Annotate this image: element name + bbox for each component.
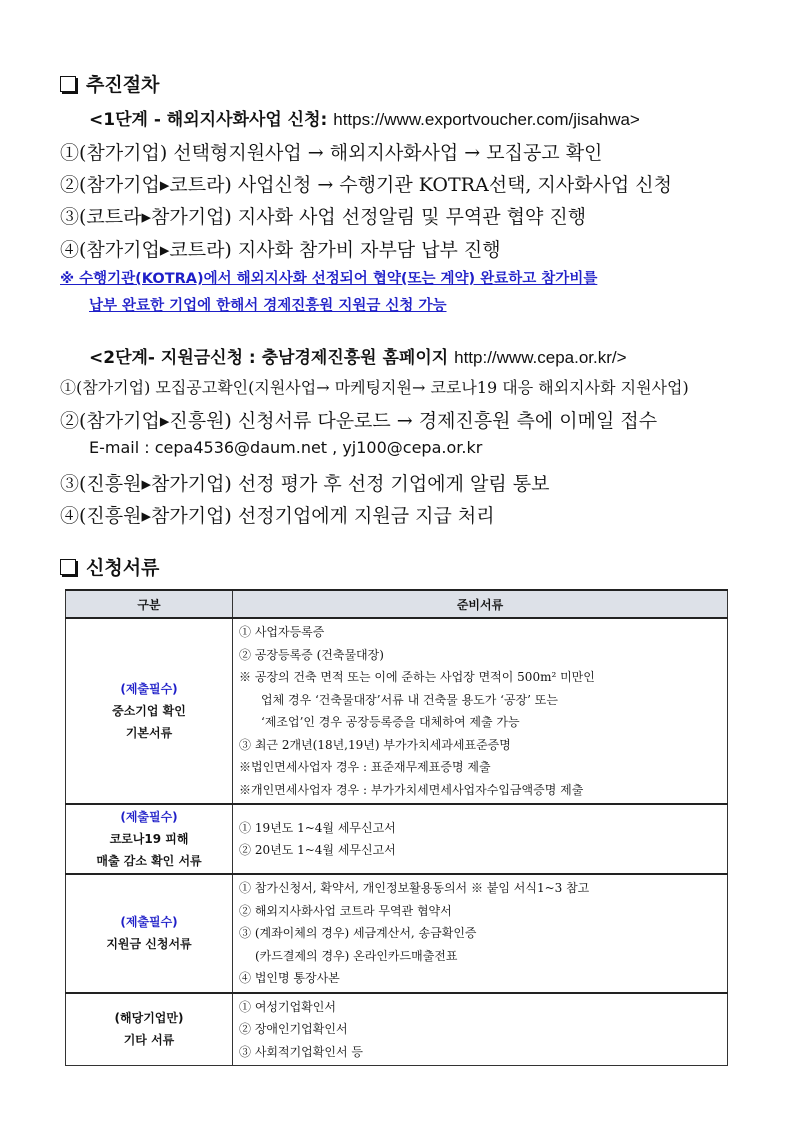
step2-item-2: ②(참가기업▸진흥원) 신청서류 다운로드 → 경제진흥원 측에 이메일 접수 — [60, 410, 658, 432]
step1-item-2: ②(참가기업▸코트라) 사업신청 → 수행기관 KOTRA선택, 지사화사업 신청 — [60, 174, 673, 196]
table-row — [66, 804, 728, 874]
row-category: (제출필수) 중소기업 확인 기본서류 — [66, 618, 233, 804]
row-items: ① 여성기업확인서 ② 장애인기업확인서 ③ 사회적기업확인서 등 — [233, 993, 728, 1066]
row-category: (제출필수) 코로나19 피해 매출 감소 확인 서류 — [66, 804, 233, 874]
step1-note-line1: ※ 수행기관(KOTRA)에서 해외지사화 선정되어 협약(또는 계약) 완료하고 참가비를 — [60, 271, 598, 287]
email-line[interactable]: E-mail : cepa4536@daum.net , yj100@cepa.or.kr — [89, 438, 483, 457]
step2-item-3: ③(진흥원▸참가기업) 선정 평가 후 선정 기업에게 알림 통보 — [60, 473, 550, 495]
step1-item-4: ④(참가기업▸코트라) 지사화 참가비 자부담 납부 진행 — [60, 239, 501, 261]
documents-table — [65, 589, 728, 1066]
step1-item-1: ①(참가기업) 선택형지원사업 → 해외지사화사업 → 모집공고 확인 — [60, 142, 603, 164]
table-row — [66, 618, 728, 804]
step2-heading: <2단계- 지원금신청 : 충남경제진흥원 홈페이지 http://www.cepa.or.kr/> — [89, 348, 627, 368]
checkbox-icon — [60, 559, 76, 575]
table-header-row — [66, 590, 728, 618]
checkbox-icon — [60, 76, 76, 92]
step1-note-line2: 납부 완료한 기업에 한해서 경제진흥원 지원금 신청 가능 — [89, 298, 447, 314]
table-row — [66, 874, 728, 993]
row-category: (제출필수) 지원금 신청서류 — [66, 874, 233, 993]
table-row — [66, 993, 728, 1066]
step2-item-4: ④(진흥원▸참가기업) 선정기업에게 지원금 지급 처리 — [60, 505, 495, 527]
header-category: 구분 — [66, 590, 233, 618]
step2-item-1: ①(참가기업) 모집공고확인(지원사업→ 마케팅지원→ 코로나19 대응 해외지사화 지원사업) — [60, 378, 689, 397]
step1-heading: <1단계 - 해외지사화사업 신청: https://www.exportvoucher.com/jisahwa> — [89, 110, 640, 130]
row-items: ① 사업자등록증 ② 공장등록증 (건축물대장) ※ 공장의 건축 면적 또는 이에 준하는 사업장 면적이 500m² 미만인 업체 경우 ‘건축물대장’서류 내 건축물 용도가 ‘공장’ 또는 ‘제조업’인 경우 공장등록증을 대체하여 제출 가능 ③ 최근 2개년(18년,19년) 부가가치세과세표준증명 ※법인면세사업자 경우 : 표준재무제표증명 제출 ※개인면세사업자 경우 : 부가가치세면세사업자수입금액증명 제출 — [233, 618, 728, 804]
header-documents: 준비서류 — [233, 590, 728, 618]
step1-url[interactable]: https://www.exportvoucher.com/jisahwa> — [333, 110, 640, 129]
step2-url[interactable]: http://www.cepa.or.kr/> — [454, 348, 627, 367]
row-items: ① 참가신청서, 확약서, 개인정보활용동의서 ※ 붙임 서식1~3 참고 ② 해외지사화사업 코트라 무역관 협약서 ③ (계좌이체의 경우) 세금계산서, 송금확인증 (카드결제의 경우) 온라인카드매출전표 ④ 법인명 통장사본 — [233, 874, 728, 993]
section-title-documents: 신청서류 — [60, 553, 159, 580]
row-items: ① 19년도 1~4월 세무신고서 ② 20년도 1~4월 세무신고서 — [233, 804, 728, 874]
row-category: (해당기업만) 기타 서류 — [66, 993, 233, 1066]
section-title-procedure: 추진절차 — [60, 70, 159, 97]
step1-item-3: ③(코트라▸참가기업) 지사화 사업 선정알림 및 무역관 협약 진행 — [60, 206, 587, 228]
